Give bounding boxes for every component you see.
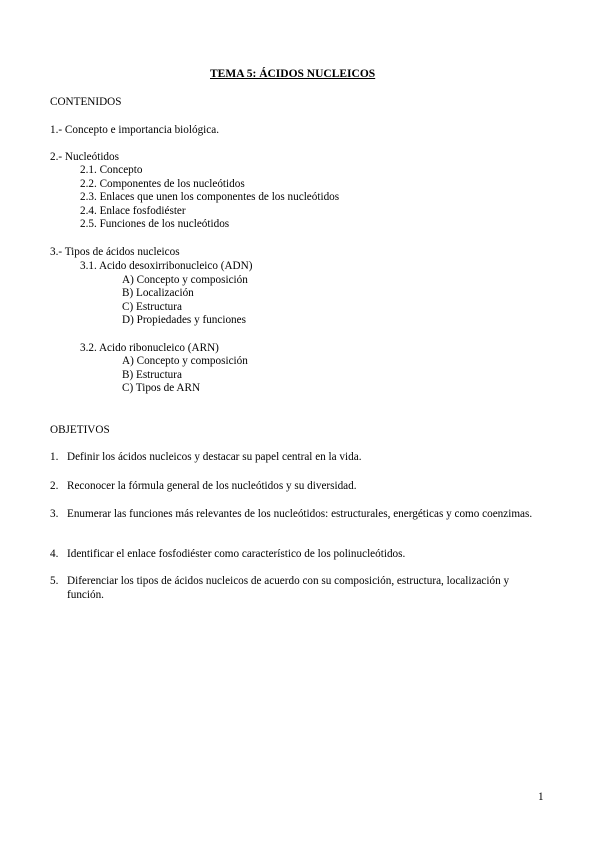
- objetivo-number: 5.: [50, 575, 59, 587]
- contenidos-subitem: 2.1. Concepto: [80, 164, 143, 176]
- contenidos-item-1: 1.- Concepto e importancia biológica.: [50, 124, 220, 136]
- objetivo-number: 3.: [50, 508, 59, 520]
- page-number: 1: [538, 791, 544, 803]
- contenidos-adn-label: 3.1. Acido desoxirribonucleico (ADN): [80, 260, 253, 272]
- objetivo-number: 4.: [50, 548, 59, 560]
- objetivo-text: Diferenciar los tipos de ácidos nucleicos de acuerdo con su composición, estructura, localización y función.: [67, 575, 510, 601]
- contenidos-arn-point: B) Estructura: [122, 369, 182, 381]
- contenidos-arn-point: A) Concepto y composición: [122, 355, 248, 367]
- contenidos-item-3: 3.- Tipos de ácidos nucleicos: [50, 246, 180, 258]
- objetivo-text: Enumerar las funciones más relevantes de los nucleótidos: estructurales, energéticas y como coenzimas.: [67, 508, 533, 520]
- contenidos-subitem: 2.4. Enlace fosfodiéster: [80, 205, 186, 217]
- contenidos-arn-label: 3.2. Acido ribonucleico (ARN): [80, 342, 219, 354]
- contenidos-subitem: 2.5. Funciones de los nucleótidos: [80, 218, 230, 230]
- contenidos-adn-point: A) Concepto y composición: [122, 274, 248, 286]
- objetivos-heading: OBJETIVOS: [50, 424, 110, 436]
- contenidos-subitem: 2.3. Enlaces que unen los componentes de los nucleótidos: [80, 191, 340, 203]
- contenidos-adn-point: C) Estructura: [122, 301, 182, 313]
- objetivo-number: 2.: [50, 480, 59, 492]
- objetivo-text: Definir los ácidos nucleicos y destacar su papel central en la vida.: [67, 451, 362, 463]
- objetivo-text: Identificar el enlace fosfodiéster como característico de los polinucleótidos.: [67, 548, 406, 560]
- contenidos-adn-point: B) Localización: [122, 287, 194, 299]
- objetivo-text: Reconocer la fórmula general de los nucleótidos y su diversidad.: [67, 480, 357, 492]
- contenidos-subitem: 2.2. Componentes de los nucleótidos: [80, 178, 245, 190]
- contenidos-arn-point: C) Tipos de ARN: [122, 382, 201, 394]
- objetivo-number: 1.: [50, 451, 59, 463]
- contenidos-item-2: 2.- Nucleótidos: [50, 151, 119, 163]
- contenidos-adn-point: D) Propiedades y funciones: [122, 314, 246, 326]
- page-title: TEMA 5: ÁCIDOS NUCLEICOS: [210, 68, 376, 80]
- contenidos-heading: CONTENIDOS: [50, 96, 122, 108]
